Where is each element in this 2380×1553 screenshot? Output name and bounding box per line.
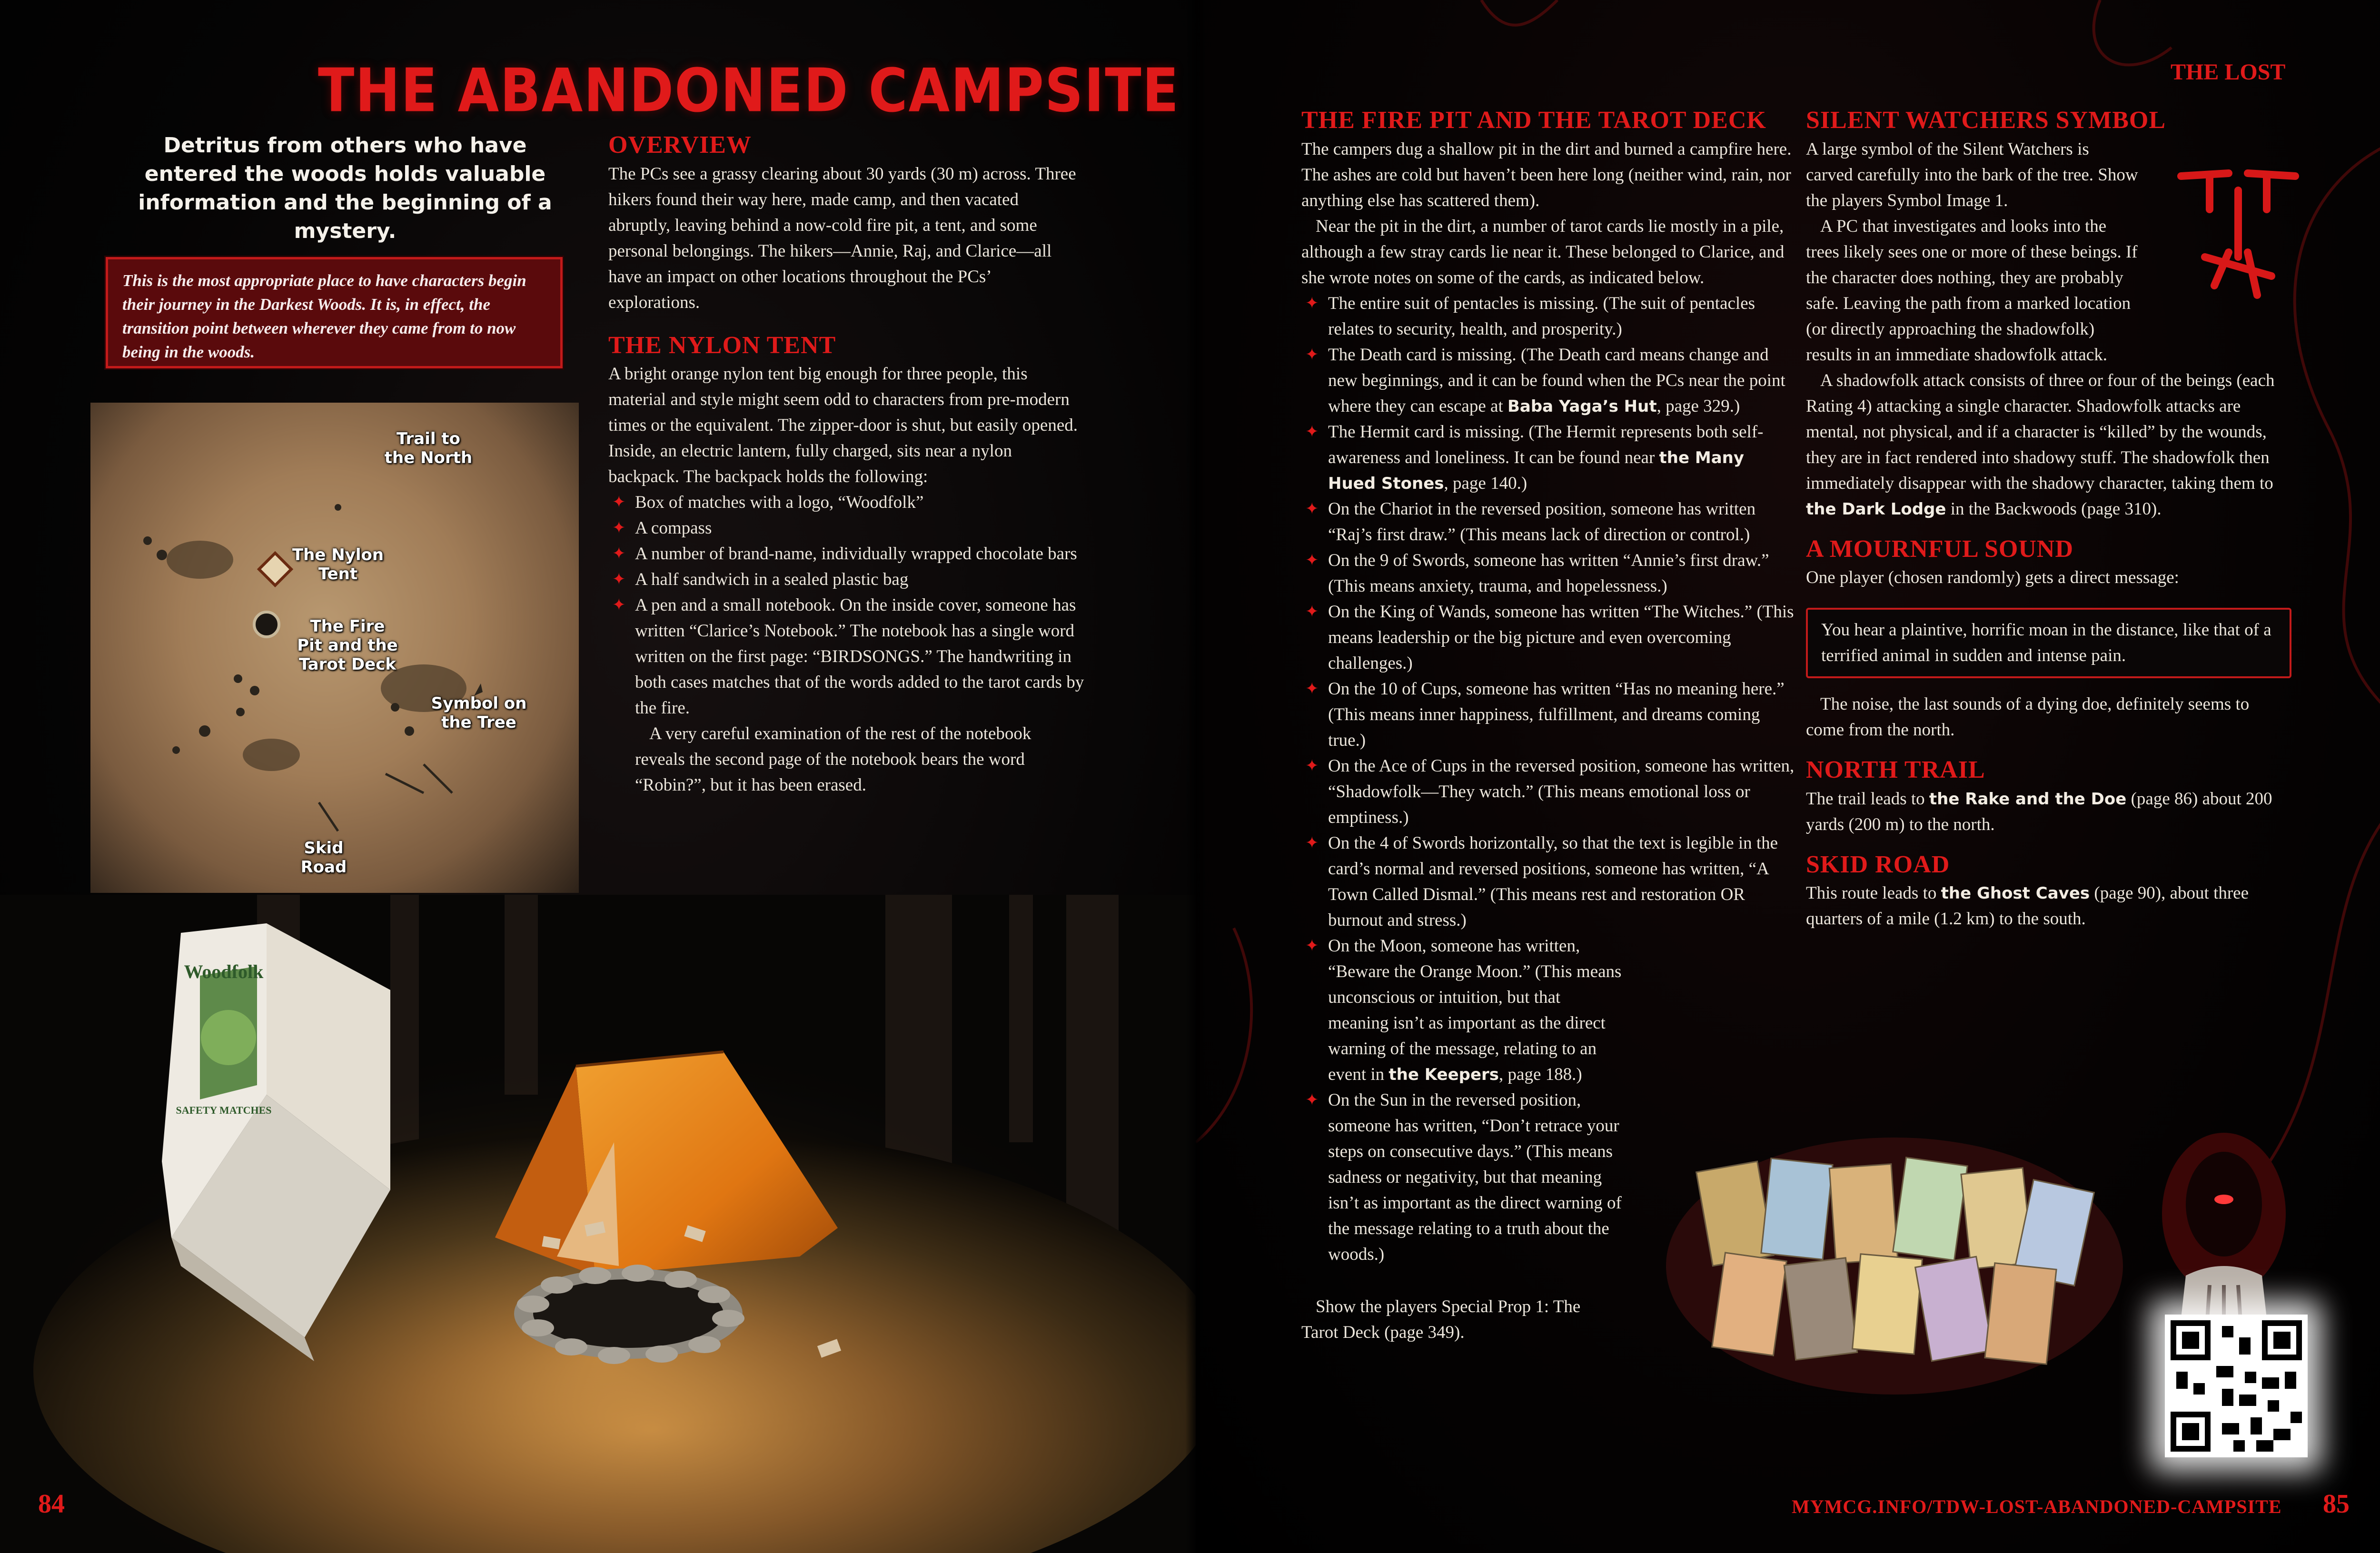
silent-p3: A shadowfolk attack consists of three or four of the beings (each Rating 4) attacking a single character. Shadowfolk attacks are mental, not physical, and if a character is “killed” by the wounds, they are in fact rendered into shadowy stuff. The shadowfolk then immediately disappear with the shadowy character, taking them to the Dark Lodge in the Backwoods (page 310). xyxy=(1806,370,2275,519)
list-item: ✦ On the 4 of Swords horizontally, so that the text is legible in the card’s normal and reversed positions, someone has written, “A Town Called Dismal.” (This means rest and restoration OR burnout and stress.) xyxy=(1301,831,1795,933)
page-title: THE ABANDONED CAMPSITE xyxy=(318,56,1180,126)
list-item: ✦ A pen and a small notebook. On the inside cover, someone has written “Clarice’s Notebook.” The notebook has a single word written on the first page: “BIRDSONGS.” The handwriting in both cases matches that of the words added to the tarot cards by the fire. xyxy=(608,593,1084,721)
list-item: ✦ The Hermit card is missing. (The Hermit represents both self-awareness and loneliness. It can be found near the Many Hued Stones, page 140.) xyxy=(1301,419,1795,496)
page-number-left: 84 xyxy=(38,1489,65,1519)
heading-overview: OVERVIEW xyxy=(608,131,752,158)
ref-rake-and-doe: the Rake and the Doe xyxy=(1929,789,2127,809)
heading-skid-road: SKID ROAD xyxy=(1806,851,1950,878)
qr-code[interactable] xyxy=(2165,1315,2308,1457)
skid-text: This route leads to the Ghost Caves (page 90), about three quarters of a mile (1.2 km) to the south. xyxy=(1806,883,2249,929)
page-number-right: 85 xyxy=(2323,1489,2350,1519)
list-item: ✦ On the Ace of Cups in the reversed position, someone has written, “Shadowfolk—They watch.” (This means emotional loss or emptiness.) xyxy=(1301,753,1795,831)
ref-ghost-caves: the Ghost Caves xyxy=(1941,884,2090,903)
fire-closing: Show the players Special Prop 1: The Tarot Deck (page 349). xyxy=(1301,1296,1581,1342)
book-gutter xyxy=(1185,0,1207,1553)
mournful-p1: One player (chosen randomly) gets a direct message: xyxy=(1806,568,2179,588)
intro-blurb: Detritus from others who have entered the woods holds valuable information and the beginning of a mystery. xyxy=(138,133,552,243)
right-column xyxy=(1806,108,2291,932)
list-item: ✦ The Death card is missing. (The Death card means change and new beginnings, and it can be found when the PCs near the point where they can escape at Baba Yaga’s Hut, page 329.) xyxy=(1301,342,1795,419)
north-text: The trail leads to the Rake and the Doe (page 86) about 200 yards (200 m) to the north. xyxy=(1806,789,2272,834)
list-item: ✦ On the Chariot in the reversed position, someone has written “Raj’s first draw.” (This means lack of direction or control.) xyxy=(1301,496,1795,548)
list-item: ✦ A number of brand-name, individually wrapped chocolate bars xyxy=(608,541,1084,567)
backpack-list xyxy=(608,490,1084,721)
heading-mournful-sound: A MOURNFUL SOUND xyxy=(1806,535,2074,563)
silent-p1: A large symbol of the Silent Watchers is carved carefully into the bark of the tree. Show the players Symbol Image 1. xyxy=(1806,139,2138,210)
campsite-map xyxy=(90,403,579,893)
mournful-p2: The noise, the last sounds of a dying doe, definitely seems to come from the north. xyxy=(1806,694,2250,740)
fire-p1: The campers dug a shallow pit in the dirt and burned a campfire here. The ashes are cold but haven’t been here long (neither wind, rain, nor anything else has scattered them). xyxy=(1301,139,1792,210)
map-label-fire-pit: The Fire Pit and the Tarot Deck xyxy=(297,617,398,674)
heading-nylon-tent: THE NYLON TENT xyxy=(608,331,836,359)
fire-pit-marker xyxy=(254,612,279,637)
heading-north-trail: NORTH TRAIL xyxy=(1806,756,1985,784)
ref-dark-lodge: the Dark Lodge xyxy=(1806,499,1946,519)
list-item: ✦ A compass xyxy=(608,515,1084,541)
tarot-notes-list xyxy=(1301,291,1795,1267)
heading-fire-pit: THE FIRE PIT AND THE TAROT DECK xyxy=(1301,107,1766,134)
footer-url-link[interactable]: MYMCG.INFO/TDW-LOST-ABANDONED-CAMPSITE xyxy=(1792,1496,2282,1517)
campsite-illustration xyxy=(0,895,1196,1553)
map-label-north: Trail to the North xyxy=(384,429,473,467)
map-label-skid-road: Skid Road xyxy=(300,839,347,877)
matchbox-sub: SAFETY MATCHES xyxy=(176,1104,272,1116)
player-message-box: You hear a plaintive, horrific moan in the distance, like that of a terrified animal in sudden and intense pain. xyxy=(1806,608,2291,678)
list-item: ✦ A half sandwich in a sealed plastic bag xyxy=(608,567,1084,593)
ref-many-hued-stones: the Many Hued Stones xyxy=(1328,448,1745,493)
ref-baba-yaga: Baba Yaga’s Hut xyxy=(1507,396,1657,416)
tent-marker xyxy=(259,553,291,585)
map-label-tent: The Nylon Tent xyxy=(292,545,384,584)
list-item: ✦ The entire suit of pentacles is missing. (The suit of pentacles relates to security, health, and prosperity.) xyxy=(1301,291,1795,342)
silent-p2: A PC that investigates and looks into the trees likely sees one or more of these beings. If the character does nothing, they are probably safe. Leaving the path from a marked location (or directly approaching the shadowfolk) results in an immediate shadowfolk attack. xyxy=(1806,216,2138,365)
list-item: ✦ On the Moon, someone has written, “Beware the Orange Moon.” (This means unconscious or intuition, but that meaning isn’t as important as the direct warning of the message, relating to an event in the Keepers, page 188.) xyxy=(1301,933,1623,1088)
notebook-followup: A very careful examination of the rest of the notebook reveals the second page of the notebook bears the word “Robin?”, but it has been erased. xyxy=(635,724,1031,795)
left-text-column xyxy=(608,132,1084,798)
overview-text: The PCs see a grassy clearing about 30 yards (30 m) across. Three hikers found their way here, made camp, and then vacated abruptly, leaving behind a now-cold fire pit, a tent, and some personal belongings. The hikers—Annie, Raj, and Clarice—all have an impact on other locations throughout the PCs’ explorations. xyxy=(608,164,1076,312)
fire-p2: Near the pit in the dirt, a number of tarot cards lie mostly in a pile, although a few stray cards lie near it. These belonged to Clarice, and she wrote notes on some of the cards, as indicated below. xyxy=(1301,216,1785,287)
list-item: ✦ Box of matches with a logo, “Woodfolk” xyxy=(608,490,1084,515)
matchbox-brand: Woodfolk xyxy=(184,961,264,982)
right-page xyxy=(1196,0,2380,1553)
fire-pit-column xyxy=(1301,108,1795,1345)
list-item: ✦ On the 10 of Cups, someone has written “Has no meaning here.” (This means inner happiness, fulfillment, and dreams coming true.) xyxy=(1301,676,1795,753)
qr-code-graphic xyxy=(2165,1315,2308,1457)
map-label-symbol: Symbol on the Tree xyxy=(431,694,527,732)
ref-keepers: the Keepers xyxy=(1388,1065,1499,1084)
heading-silent-watchers: SILENT WATCHERS SYMBOL xyxy=(1806,107,2166,134)
section-tag: THE LOST xyxy=(2171,59,2286,85)
list-item: ✦ On the King of Wands, someone has written “The Witches.” (This means leadership or the big picture and even overcoming challenges.) xyxy=(1301,599,1795,676)
list-item: ✦ On the Sun in the reversed position, someone has written, “Don’t retrace your steps on consecutive days.” (This means sadness or negativity, but that meaning isn’t as important as the direct warning of the message relating to a truth about the woods.) xyxy=(1301,1088,1623,1267)
gm-callout-box: This is the most appropriate place to have characters begin their journey in the Darkest Woods. It is, in effect, the transition point between wherever they came from to now being in the woods. xyxy=(106,257,563,368)
list-item: ✦ On the 9 of Swords, someone has written “Annie’s first draw.” (This means anxiety, trauma, and hopelessness.) xyxy=(1301,548,1795,599)
tent-text: A bright orange nylon tent big enough for three people, this material and style might seem odd to characters from pre-modern times or the equivalent. The zipper-door is shut, but easily opened. Inside, an electric lantern, fully charged, sits near a nylon backpack. The backpack holds the following: xyxy=(608,364,1078,487)
